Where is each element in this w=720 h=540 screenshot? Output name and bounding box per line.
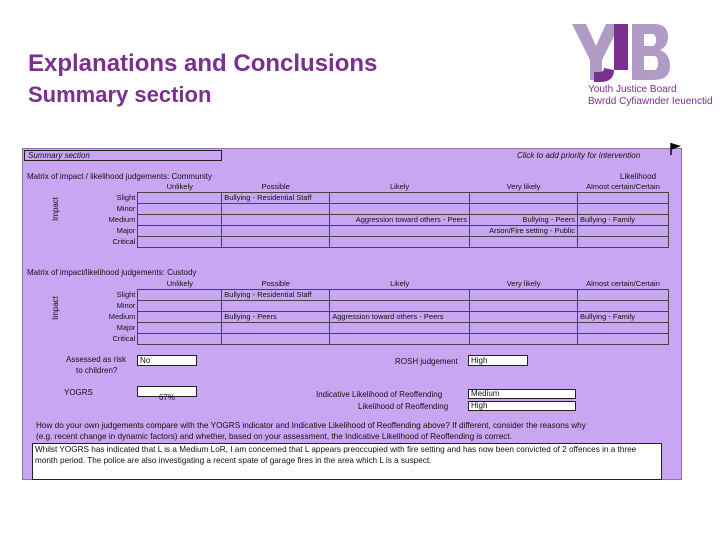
assessed-risk-value: No (140, 356, 151, 365)
matrix-cell[interactable] (222, 236, 330, 247)
matrix-cell[interactable]: Bullying - Residential Staff (222, 192, 330, 203)
impact-axis-label: Impact (51, 295, 60, 320)
section-label: Summary section (28, 151, 90, 160)
matrix-cell[interactable] (470, 289, 578, 300)
matrix-cell[interactable] (578, 203, 669, 214)
section-label-box (24, 150, 222, 161)
assessed-risk-field[interactable] (137, 355, 197, 366)
rosh-field[interactable] (468, 355, 528, 366)
matrix-row (60, 214, 669, 225)
matrix-cell[interactable] (470, 300, 578, 311)
matrix-cell[interactable] (138, 214, 222, 225)
matrix-cell[interactable] (222, 203, 330, 214)
column-header: Almost certain/Certain (586, 278, 660, 288)
indicative-lor-label: Indicative Likelihood of Reoffending (316, 390, 443, 399)
slide-title: Explanations and Conclusions (28, 50, 378, 77)
column-header: Very likely (506, 278, 541, 288)
matrix-cell[interactable]: Bullying - Family (577, 311, 668, 322)
matrix-cell[interactable] (138, 203, 222, 214)
likelihood-heading: Likelihood (620, 172, 657, 181)
column-header: Almost certain/Certain (586, 181, 660, 191)
matrix-cell[interactable] (138, 333, 222, 344)
logo-line-2: Bwrdd Cyfiawnder Ieuenctid (588, 96, 713, 107)
matrix-cell[interactable] (578, 225, 669, 236)
column-header: Unlikely (166, 181, 193, 191)
column-header: Possible (261, 278, 290, 288)
matrix-cell[interactable] (138, 311, 222, 322)
matrix-cell[interactable] (138, 225, 222, 236)
yogrs-field (137, 386, 197, 402)
question-line-1: How do your own judgements compare with the YOGRS indicator and Indicative Likelihood of Reoffending above? If different, consider the reasons why (36, 421, 586, 430)
matrix-row (60, 333, 669, 344)
row-label: Slight (116, 290, 136, 299)
community-column-headers (60, 181, 669, 192)
slide-subtitle: Summary section (28, 82, 212, 107)
matrix-cell[interactable] (578, 236, 669, 247)
row-label: Minor (116, 301, 136, 310)
column-header: Likely (390, 181, 410, 191)
question-line-2: (e.g. recent change in dynamic factors) and whether, based on your assessment, the Indicative Likelihood of Reoffending is correct. (36, 431, 512, 441)
community-matrix (60, 181, 669, 248)
indicative-lor-field (468, 389, 576, 399)
matrix-cell[interactable] (470, 192, 578, 203)
indicative-lor-value: Medium (471, 389, 500, 398)
row-label: Medium (108, 215, 136, 224)
community-matrix-heading: Matrix of impact / likelihood judgements: Community (27, 172, 212, 181)
assessed-risk-label-2: to children? (76, 366, 118, 375)
matrix-cell[interactable] (138, 236, 222, 247)
matrix-cell[interactable] (222, 214, 330, 225)
add-priority-link[interactable]: Click to add priority for intervention (517, 151, 641, 160)
assessed-risk-label: Assessed as risk (66, 355, 127, 364)
matrix-row (60, 311, 669, 322)
matrix-cell[interactable] (330, 236, 470, 247)
matrix-cell[interactable] (222, 300, 330, 311)
explanation-text: Whilst YOGRS has indicated that L is a Medium LoR, I am concerned that L appears preoccupied with fire setting and has now been convicted of 2 offences in a three month period. The police are also investigating a recent spate of garage fires in the area which L is a suspect. (35, 445, 637, 465)
matrix-cell[interactable] (578, 192, 669, 203)
matrix-row (60, 225, 669, 236)
matrix-cell[interactable]: Bullying - Peers (222, 311, 330, 322)
matrix-cell[interactable]: Bullying - Residential Staff (222, 289, 330, 300)
row-label: Slight (116, 193, 136, 202)
matrix-cell[interactable] (222, 322, 330, 333)
matrix-row (60, 289, 669, 300)
impact-axis-label: Impact (51, 196, 60, 221)
comparison-question (36, 421, 696, 442)
custody-matrix-heading: Matrix of impact/likelihood judgements: Custody (27, 268, 197, 277)
column-header: Possible (261, 181, 290, 191)
matrix-cell[interactable] (138, 289, 222, 300)
rosh-value: High (471, 356, 488, 365)
column-header: Very likely (506, 181, 541, 191)
matrix-row (60, 236, 669, 247)
matrix-cell[interactable] (138, 322, 222, 333)
row-label: Medium (108, 312, 136, 321)
flag-icon[interactable] (668, 142, 682, 156)
matrix-cell[interactable] (577, 289, 668, 300)
column-header: Unlikely (166, 278, 193, 288)
lor-value: High (471, 401, 488, 410)
matrix-row (60, 192, 669, 203)
matrix-cell[interactable] (470, 311, 578, 322)
explanation-textarea[interactable] (32, 443, 662, 480)
matrix-cell[interactable] (470, 333, 578, 344)
matrix-row (60, 300, 669, 311)
matrix-cell[interactable] (222, 333, 330, 344)
logo-line-1: Youth Justice Board (588, 84, 677, 95)
column-header: Likely (390, 278, 410, 288)
lor-field[interactable] (468, 401, 576, 411)
matrix-row (60, 322, 669, 333)
matrix-cell[interactable]: Bullying - Peers (470, 214, 578, 225)
row-label: Major (116, 226, 136, 235)
matrix-cell[interactable] (330, 333, 470, 344)
logo-caption (588, 84, 713, 108)
row-label: Critical (112, 334, 136, 343)
custody-column-headers (60, 278, 669, 289)
yogrs-label: YOGRS (64, 388, 93, 397)
matrix-cell[interactable] (577, 333, 668, 344)
matrix-cell[interactable] (470, 322, 578, 333)
matrix-cell[interactable] (470, 236, 578, 247)
matrix-cell[interactable] (577, 300, 668, 311)
matrix-cell[interactable] (138, 192, 222, 203)
matrix-cell[interactable] (470, 203, 578, 214)
row-label: Minor (116, 204, 136, 213)
matrix-cell[interactable] (330, 289, 470, 300)
matrix-cell[interactable] (222, 225, 330, 236)
matrix-cell[interactable]: Aggression toward others - Peers (330, 214, 470, 225)
matrix-cell[interactable] (330, 203, 470, 214)
matrix-cell[interactable] (330, 300, 470, 311)
matrix-cell[interactable] (330, 322, 470, 333)
row-label: Critical (112, 237, 136, 246)
matrix-cell[interactable]: Arson/Fire setting - Public (470, 225, 578, 236)
yogrs-value: 67% (158, 393, 175, 402)
matrix-row (60, 203, 669, 214)
matrix-cell[interactable] (330, 192, 470, 203)
matrix-cell[interactable]: Aggression toward others - Peers (330, 311, 470, 322)
row-label: Major (116, 323, 136, 332)
matrix-cell[interactable] (138, 300, 222, 311)
matrix-cell[interactable] (330, 225, 470, 236)
custody-matrix (60, 278, 669, 345)
matrix-cell[interactable] (577, 322, 668, 333)
lor-label: Likelihood of Reoffending (358, 402, 449, 411)
rosh-label: ROSH judgement (395, 357, 458, 366)
matrix-cell[interactable]: Bullying - Family (578, 214, 669, 225)
